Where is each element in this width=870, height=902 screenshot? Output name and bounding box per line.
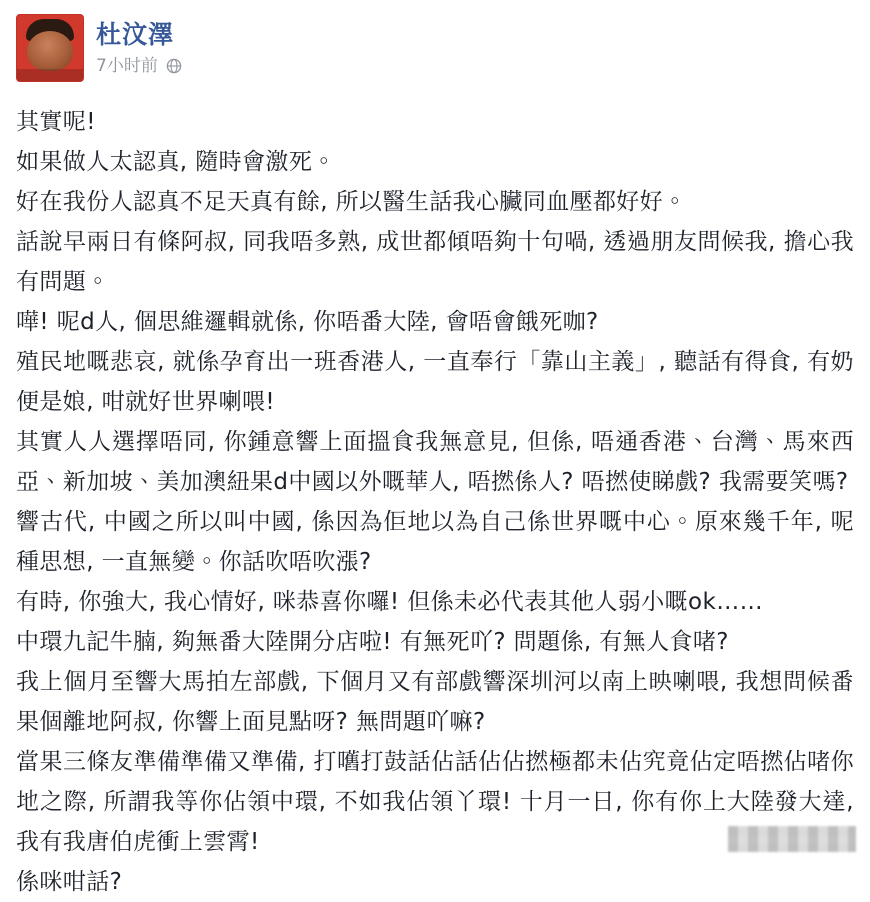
post-body xyxy=(16,102,854,902)
post-line: 中環九記牛腩, 夠無番大陸開分店啦! 有無死吖? 問題係, 有無人食啫? xyxy=(16,629,729,655)
post-timestamp[interactable]: 7小时前 xyxy=(96,56,158,76)
post-header-text xyxy=(96,14,182,76)
post-header xyxy=(16,14,854,88)
post-meta xyxy=(96,56,182,76)
post-line: 其實呢! xyxy=(16,109,96,135)
post-line: 話說早兩日有條阿叔, 同我唔多熟, 成世都傾唔夠十句喎, 透過朋友問候我, 擔心我有問題。 xyxy=(16,229,854,295)
post-line: 如果做人太認真, 隨時會激死。 xyxy=(16,149,336,175)
post-line: 響古代, 中國之所以叫中國, 係因為佢地以為自己係世界嘅中心。原來幾千年, 呢種思想, 一直無變。你話吹唔吹漲? xyxy=(16,509,854,575)
post-line: 好在我份人認真不足天真有餘, 所以醫生話我心臟同血壓都好好。 xyxy=(16,189,687,215)
post-line: 當果三條友準備準備又準備, 打嚿打鼓話佔話佔佔撚極都未佔究竟佔定唔撚佔啫你地之際, 所謂我等你佔領中環, 不如我佔領丫環! 十月一日, 你有你上大陸發大達, 我有我唐伯虎衝上雲霄! xyxy=(16,749,854,855)
avatar-face xyxy=(27,31,73,71)
post-line: 嘩! 呢d人, 個思維邏輯就係, 你唔番大陸, 會唔會餓死咖? xyxy=(16,309,599,335)
avatar[interactable] xyxy=(16,14,84,82)
post-line: 殖民地嘅悲哀, 就係孕育出一班香港人, 一直奉行「靠山主義」, 聽話有得食, 有奶便是娘, 咁就好世界喇喂! xyxy=(16,349,854,415)
author-name[interactable]: 杜汶澤 xyxy=(96,20,175,49)
globe-icon[interactable] xyxy=(166,58,182,74)
post-line: 有時, 你強大, 我心情好, 咪恭喜你囉! 但係未必代表其他人弱小嘅ok…… xyxy=(16,589,763,615)
blurred-watermark xyxy=(728,826,856,852)
post-line: 其實人人選擇唔同, 你鍾意響上面搵食我無意見, 但係, 唔通香港、台灣、馬來西亞、新加坡、美加澳紐果d中國以外嘅華人, 唔撚係人? 唔撚使睇戲? 我需要笑嗎? xyxy=(16,429,854,495)
post-line: 係咪咁話? xyxy=(16,869,123,895)
post-line: 我上個月至響大馬拍左部戲, 下個月又有部戲響深圳河以南上映喇喂, 我想問候番果個離地阿叔, 你響上面見點呀? 無問題吖嘛? xyxy=(16,669,854,735)
avatar-shadow xyxy=(17,69,83,81)
